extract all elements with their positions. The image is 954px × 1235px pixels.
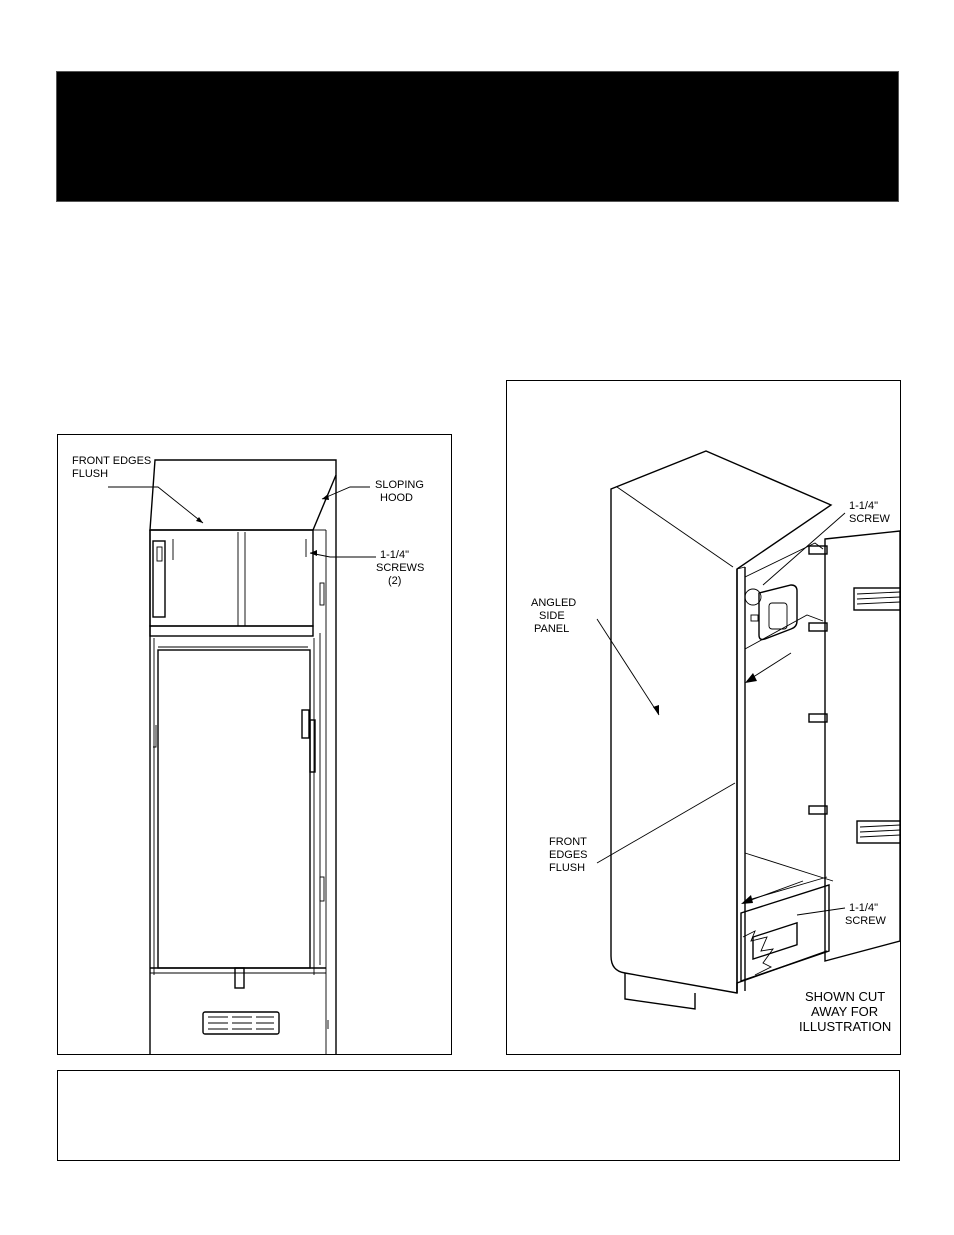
label-angled-3: PANEL: [534, 623, 570, 635]
open-door-shape: [825, 531, 900, 961]
angled-side-panel-shape: [611, 451, 831, 993]
label-front-1: FRONT: [549, 836, 587, 848]
front-view-drawing: [58, 435, 451, 1054]
label-screw-top-1: 1-1/4": [849, 500, 878, 512]
label-screws-2: SCREWS: [376, 562, 425, 574]
top-door-handle-shape: [153, 541, 165, 617]
label-cut-2: AWAY FOR: [811, 1004, 879, 1019]
label-sloping-hood-2: HOOD: [380, 492, 413, 504]
label-screws-3: (2): [388, 575, 402, 587]
header-bar: [56, 71, 899, 202]
label-cut-1: SHOWN CUT: [805, 989, 886, 1004]
label-front-edges-1: FRONT EDGES: [72, 455, 152, 467]
label-front-edges-2: FLUSH: [72, 468, 109, 480]
label-sloping-hood-1: SLOPING: [375, 479, 424, 491]
label-angled-2: SIDE: [539, 610, 565, 622]
label-screw-bottom-1: 1-1/4": [849, 902, 878, 914]
label-front-2: EDGES: [549, 849, 588, 861]
label-screw-top-2: SCREW: [849, 513, 890, 525]
label-cut-3: ILLUSTRATION: [799, 1019, 892, 1034]
label-screw-bottom-2: SCREW: [845, 915, 886, 927]
label-front-3: FLUSH: [549, 862, 586, 874]
label-screws-1: 1-1/4": [380, 549, 409, 561]
isometric-view-drawing: [507, 381, 900, 1054]
main-door-shape: [158, 650, 310, 968]
front-view-figure: [57, 434, 452, 1055]
isometric-view-figure: [506, 380, 901, 1055]
sloping-hood-shape: [150, 460, 336, 530]
footer-note-box: [57, 1070, 900, 1161]
label-angled-1: ANGLED: [531, 597, 577, 609]
